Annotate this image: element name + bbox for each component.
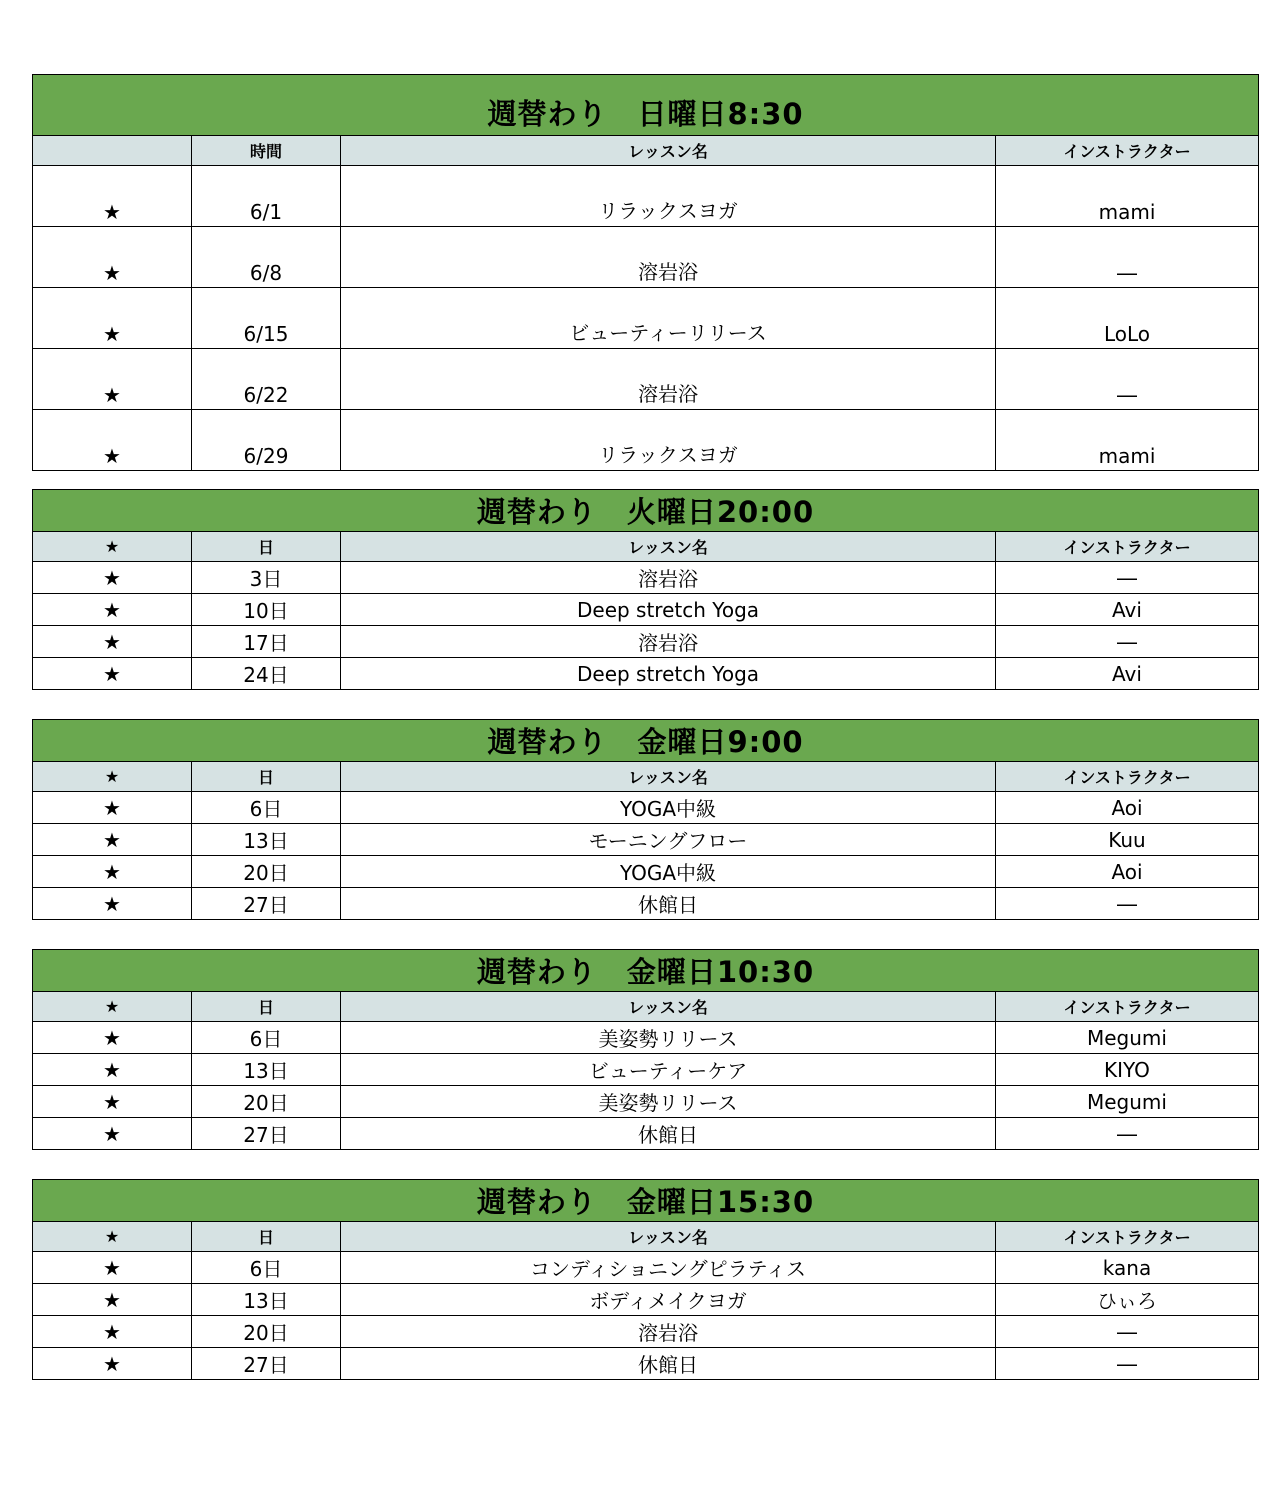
star-mark: ★	[33, 1348, 192, 1380]
table-row	[33, 562, 1259, 594]
lesson-cell: 休館日	[341, 1348, 996, 1380]
schedule-grid	[32, 489, 1259, 690]
schedule-grid	[32, 1179, 1259, 1380]
table-row	[33, 1348, 1259, 1380]
table-row	[33, 626, 1259, 658]
schedule-table-3	[32, 949, 1258, 1150]
header-mark: ★	[33, 762, 192, 792]
header-date: 日	[192, 992, 341, 1022]
lesson-cell: 休館日	[341, 1118, 996, 1150]
lesson-cell: 溶岩浴	[341, 227, 996, 288]
star-mark: ★	[33, 824, 192, 856]
star-mark: ★	[33, 792, 192, 824]
instructor-cell: Kuu	[996, 824, 1259, 856]
date-cell: 17日	[192, 626, 341, 658]
schedule-grid	[32, 719, 1259, 920]
date-cell: 10日	[192, 594, 341, 626]
table-row	[33, 594, 1259, 626]
star-mark: ★	[33, 227, 192, 288]
table-row	[33, 1054, 1259, 1086]
schedule-title: 週替わり 日曜日8:30	[33, 75, 1259, 136]
table-row	[33, 856, 1259, 888]
star-mark: ★	[33, 856, 192, 888]
header-mark: ★	[33, 1222, 192, 1252]
schedule-title: 週替わり 金曜日10:30	[33, 950, 1259, 992]
instructor-cell: ―	[996, 562, 1259, 594]
instructor-cell: ―	[996, 1348, 1259, 1380]
lesson-cell: 美姿勢リリース	[341, 1022, 996, 1054]
instructor-cell: KIYO	[996, 1054, 1259, 1086]
header-instructor: インストラクター	[996, 762, 1259, 792]
lesson-cell: 溶岩浴	[341, 562, 996, 594]
lesson-cell: YOGA中級	[341, 792, 996, 824]
instructor-cell: Avi	[996, 658, 1259, 690]
instructor-cell: ―	[996, 349, 1259, 410]
table-row	[33, 227, 1259, 288]
lesson-cell: リラックスヨガ	[341, 410, 996, 471]
lesson-cell: Deep stretch Yoga	[341, 658, 996, 690]
table-row	[33, 658, 1259, 690]
lesson-cell: 休館日	[341, 888, 996, 920]
date-cell: 6日	[192, 792, 341, 824]
star-mark: ★	[33, 594, 192, 626]
header-date: 日	[192, 762, 341, 792]
header-date: 日	[192, 1222, 341, 1252]
lesson-cell: ビューティーリリース	[341, 288, 996, 349]
instructor-cell: Aoi	[996, 856, 1259, 888]
lesson-cell: 溶岩浴	[341, 1316, 996, 1348]
lesson-cell: コンディショニングピラティス	[341, 1252, 996, 1284]
table-row	[33, 1316, 1259, 1348]
table-row	[33, 824, 1259, 856]
schedule-title: 週替わり 火曜日20:00	[33, 490, 1259, 532]
table-row	[33, 288, 1259, 349]
table-row	[33, 792, 1259, 824]
date-cell: 27日	[192, 888, 341, 920]
instructor-cell: Avi	[996, 594, 1259, 626]
lesson-cell: モーニングフロー	[341, 824, 996, 856]
schedule-table-4	[32, 1179, 1258, 1380]
schedule-table-1	[32, 489, 1258, 690]
instructor-cell: mami	[996, 166, 1259, 227]
star-mark: ★	[33, 626, 192, 658]
table-row	[33, 1252, 1259, 1284]
header-instructor: インストラクター	[996, 992, 1259, 1022]
header-lesson: レッスン名	[341, 532, 996, 562]
date-cell: 27日	[192, 1118, 341, 1150]
star-mark: ★	[33, 1118, 192, 1150]
instructor-cell: ひぃろ	[996, 1284, 1259, 1316]
star-mark: ★	[33, 1054, 192, 1086]
date-cell: 6/22	[192, 349, 341, 410]
header-mark	[33, 136, 192, 166]
date-cell: 24日	[192, 658, 341, 690]
lesson-cell: 溶岩浴	[341, 349, 996, 410]
table-row	[33, 888, 1259, 920]
star-mark: ★	[33, 1316, 192, 1348]
lesson-cell: 溶岩浴	[341, 626, 996, 658]
lesson-cell: リラックスヨガ	[341, 166, 996, 227]
instructor-cell: ―	[996, 227, 1259, 288]
header-lesson: レッスン名	[341, 1222, 996, 1252]
instructor-cell: Megumi	[996, 1086, 1259, 1118]
star-mark: ★	[33, 1284, 192, 1316]
table-row	[33, 1118, 1259, 1150]
instructor-cell: ―	[996, 888, 1259, 920]
header-date: 日	[192, 532, 341, 562]
date-cell: 20日	[192, 1086, 341, 1118]
star-mark: ★	[33, 410, 192, 471]
instructor-cell: kana	[996, 1252, 1259, 1284]
schedule-title: 週替わり 金曜日9:00	[33, 720, 1259, 762]
star-mark: ★	[33, 888, 192, 920]
star-mark: ★	[33, 1252, 192, 1284]
table-row	[33, 349, 1259, 410]
lesson-cell: 美姿勢リリース	[341, 1086, 996, 1118]
table-row	[33, 1022, 1259, 1054]
header-mark: ★	[33, 992, 192, 1022]
date-cell: 13日	[192, 1284, 341, 1316]
date-cell: 13日	[192, 824, 341, 856]
instructor-cell: Megumi	[996, 1022, 1259, 1054]
lesson-cell: ビューティーケア	[341, 1054, 996, 1086]
header-instructor: インストラクター	[996, 1222, 1259, 1252]
header-date: 時間	[192, 136, 341, 166]
table-row	[33, 1284, 1259, 1316]
header-mark: ★	[33, 532, 192, 562]
header-lesson: レッスン名	[341, 762, 996, 792]
date-cell: 6/1	[192, 166, 341, 227]
lesson-cell: ボディメイクヨガ	[341, 1284, 996, 1316]
header-lesson: レッスン名	[341, 992, 996, 1022]
instructor-cell: ―	[996, 1316, 1259, 1348]
schedule-title: 週替わり 金曜日15:30	[33, 1180, 1259, 1222]
star-mark: ★	[33, 166, 192, 227]
date-cell: 6日	[192, 1022, 341, 1054]
schedule-table-0	[32, 74, 1258, 471]
date-cell: 3日	[192, 562, 341, 594]
date-cell: 27日	[192, 1348, 341, 1380]
star-mark: ★	[33, 562, 192, 594]
schedule-grid	[32, 949, 1259, 1150]
schedule-table-2	[32, 719, 1258, 920]
table-row	[33, 166, 1259, 227]
star-mark: ★	[33, 288, 192, 349]
star-mark: ★	[33, 658, 192, 690]
date-cell: 20日	[192, 856, 341, 888]
date-cell: 6/29	[192, 410, 341, 471]
header-instructor: インストラクター	[996, 136, 1259, 166]
instructor-cell: Aoi	[996, 792, 1259, 824]
star-mark: ★	[33, 1086, 192, 1118]
star-mark: ★	[33, 1022, 192, 1054]
lesson-cell: YOGA中級	[341, 856, 996, 888]
instructor-cell: ―	[996, 1118, 1259, 1150]
schedule-grid	[32, 74, 1259, 471]
table-row	[33, 410, 1259, 471]
header-instructor: インストラクター	[996, 532, 1259, 562]
header-lesson: レッスン名	[341, 136, 996, 166]
table-row	[33, 1086, 1259, 1118]
date-cell: 6/15	[192, 288, 341, 349]
date-cell: 13日	[192, 1054, 341, 1086]
instructor-cell: ―	[996, 626, 1259, 658]
star-mark: ★	[33, 349, 192, 410]
date-cell: 6日	[192, 1252, 341, 1284]
date-cell: 20日	[192, 1316, 341, 1348]
instructor-cell: mami	[996, 410, 1259, 471]
instructor-cell: LoLo	[996, 288, 1259, 349]
lesson-cell: Deep stretch Yoga	[341, 594, 996, 626]
date-cell: 6/8	[192, 227, 341, 288]
